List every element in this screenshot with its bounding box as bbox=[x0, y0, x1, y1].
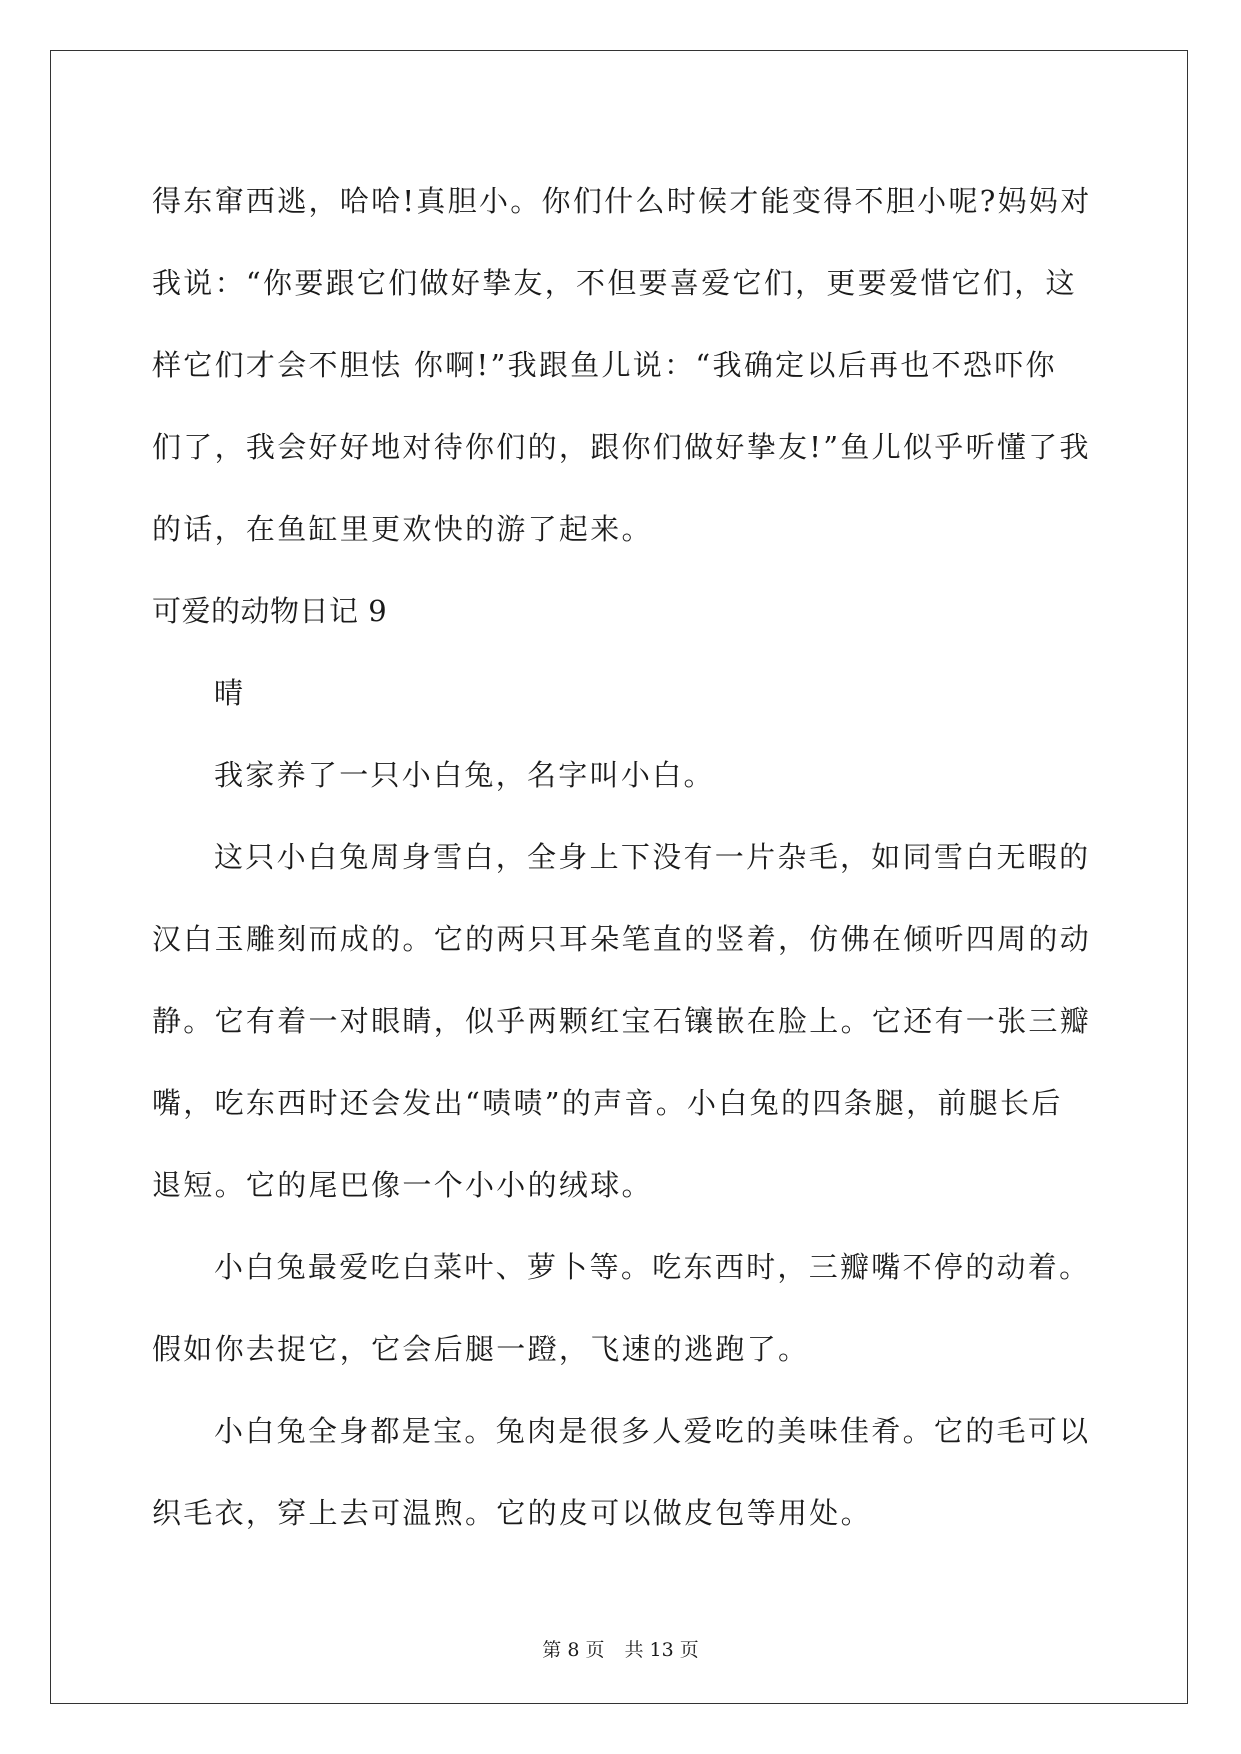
weather-line: 晴 bbox=[214, 676, 246, 710]
text-line: 的话，在鱼缸里更欢快的游了起来。 bbox=[152, 512, 653, 546]
section-heading: 可爱的动物日记 9 bbox=[152, 594, 388, 628]
text-line: 样它们才会不胆怯 你啊!”我跟鱼儿说：“我确定以后再也不恐吓你 bbox=[152, 348, 1057, 382]
page-number: 第 8 页 bbox=[542, 1639, 605, 1661]
text-line: 退短。它的尾巴像一个小小的绒球。 bbox=[152, 1168, 653, 1202]
paragraph-start: 我家养了一只小白兔，名字叫小白。 bbox=[214, 758, 715, 792]
text-line: 织毛衣，穿上去可温煦。它的皮可以做皮包等用处。 bbox=[152, 1496, 872, 1530]
page-total: 共 13 页 bbox=[624, 1639, 699, 1661]
text-line: 嘴，吃东西时还会发出“啧啧”的声音。小白兔的四条腿，前腿长后 bbox=[152, 1086, 1063, 1120]
document-body bbox=[152, 160, 1090, 1554]
paragraph-start: 小白兔全身都是宝。兔肉是很多人爱吃的美味佳肴。它的毛可以 bbox=[214, 1414, 1091, 1448]
page-footer bbox=[0, 1635, 1241, 1662]
paragraph-start: 这只小白兔周身雪白，全身上下没有一片杂毛，如同雪白无暇的 bbox=[214, 840, 1091, 874]
paragraph-start: 小白兔最爱吃白菜叶、萝卜等。吃东西时，三瓣嘴不停的动着。 bbox=[214, 1250, 1091, 1284]
text-line: 汉白玉雕刻而成的。它的两只耳朵笔直的竖着，仿佛在倾听四周的动 bbox=[152, 922, 1092, 956]
text-line: 得东窜西逃，哈哈!真胆小。你们什么时候才能变得不胆小呢?妈妈对 bbox=[152, 184, 1092, 218]
text-line: 假如你去捉它，它会后腿一蹬，飞速的逃跑了。 bbox=[152, 1332, 810, 1366]
text-line: 我说：“你要跟它们做好挚友，不但要喜爱它们，更要爱惜它们，这 bbox=[152, 266, 1077, 300]
text-line: 们了，我会好好地对待你们的，跟你们做好挚友!”鱼儿似乎听懂了我 bbox=[152, 430, 1091, 464]
text-line: 静。它有着一对眼睛，似乎两颗红宝石镶嵌在脸上。它还有一张三瓣 bbox=[152, 1004, 1092, 1038]
